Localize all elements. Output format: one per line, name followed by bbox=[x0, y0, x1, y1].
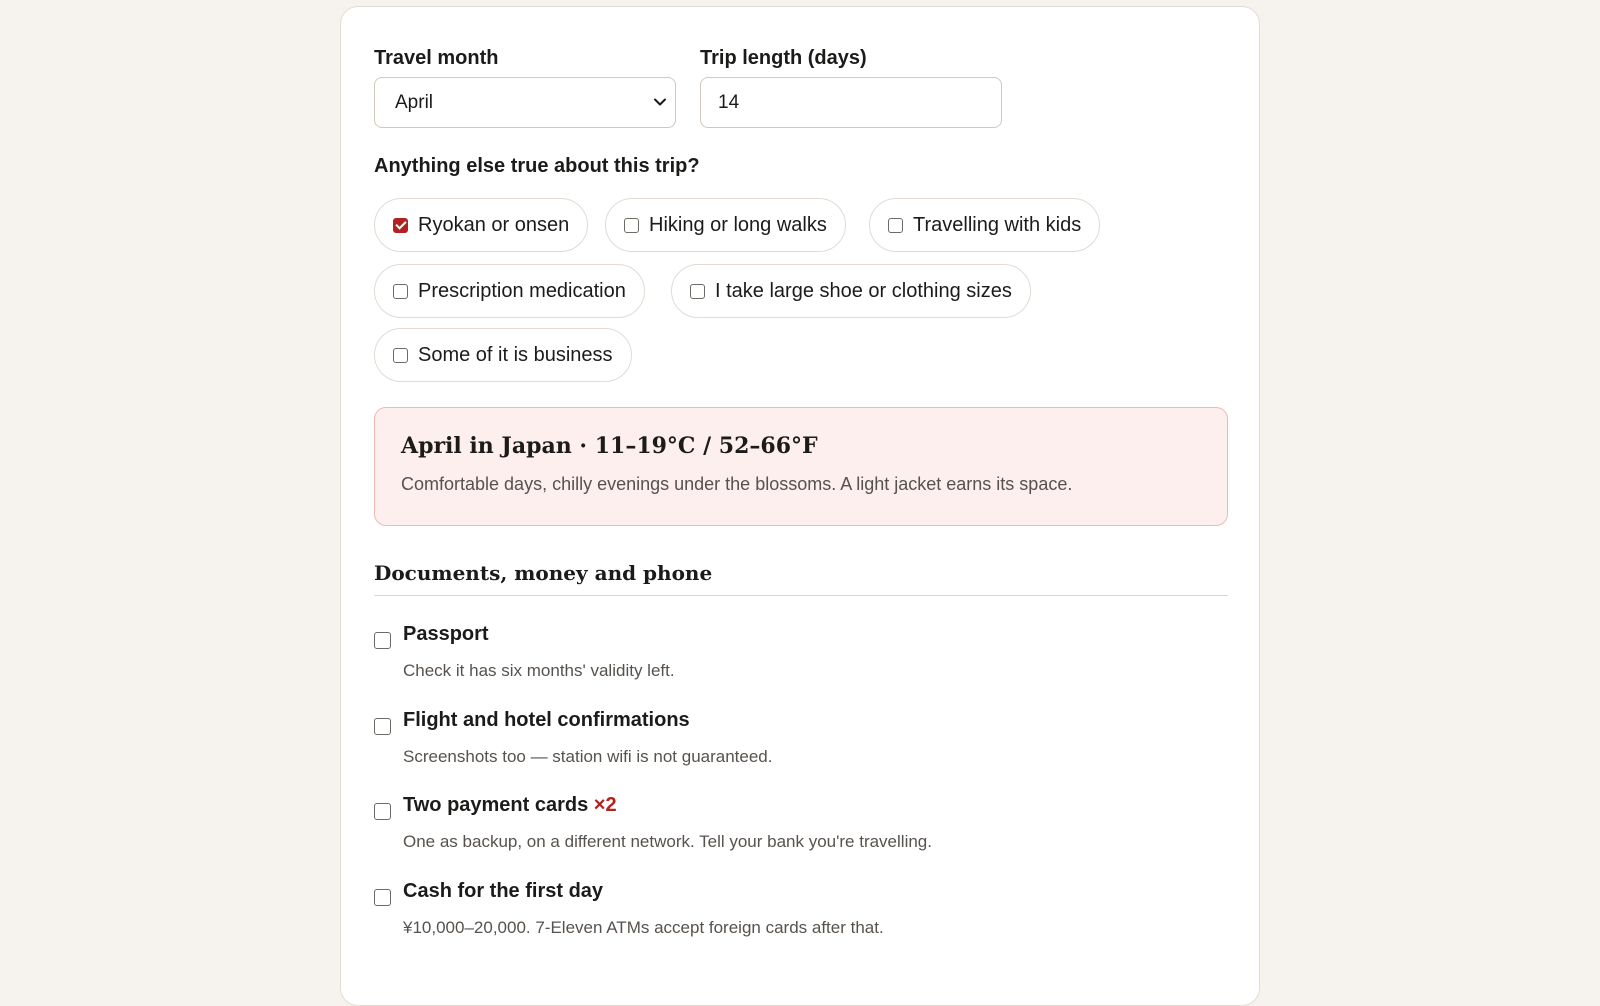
packing-card bbox=[340, 6, 1260, 1006]
weather-callout bbox=[374, 407, 1228, 526]
option-label: Prescription medication bbox=[418, 279, 626, 302]
checklist-item-checkbox[interactable] bbox=[374, 889, 391, 906]
option-label: Hiking or long walks bbox=[649, 213, 827, 236]
option-ryokan-onsen-checkbox[interactable] bbox=[393, 218, 408, 233]
checklist-item-checkbox[interactable] bbox=[374, 632, 391, 649]
travel-month-select[interactable] bbox=[374, 77, 676, 128]
option-label: Ryokan or onsen bbox=[418, 213, 570, 236]
checklist-item-title: Passport bbox=[403, 623, 489, 645]
checklist-item-note: Check it has six months' validity left. bbox=[403, 661, 675, 680]
option-large-sizes-checkbox[interactable] bbox=[690, 284, 705, 299]
trip-length-value: 14 bbox=[718, 91, 740, 113]
checklist-item-title: Two payment cards ×2 bbox=[403, 794, 617, 816]
trip-options-question: Anything else true about this trip? bbox=[374, 155, 700, 177]
trip-length-label: Trip length (days) bbox=[700, 47, 867, 69]
option-kids-checkbox[interactable] bbox=[888, 218, 903, 233]
section-divider bbox=[374, 595, 1228, 596]
checklist-item-checkbox[interactable] bbox=[374, 803, 391, 820]
option-kids[interactable] bbox=[869, 198, 1100, 252]
travel-month-value: April bbox=[395, 91, 434, 113]
chevron-down-icon bbox=[651, 93, 669, 111]
option-prescription[interactable] bbox=[374, 264, 645, 318]
weather-title: April in Japan · 11–19°C / 52–66°F bbox=[401, 433, 818, 459]
option-hiking[interactable] bbox=[605, 198, 846, 252]
weather-description: Comfortable days, chilly evenings under the blossoms. A light jacket earns its space. bbox=[401, 474, 1073, 494]
option-label: I take large shoe or clothing sizes bbox=[715, 279, 1012, 302]
checklist-item-checkbox[interactable] bbox=[374, 718, 391, 735]
section-title: Documents, money and phone bbox=[374, 561, 713, 585]
travel-month-label: Travel month bbox=[374, 47, 499, 69]
checklist-item-title: Flight and hotel confirmations bbox=[403, 709, 690, 731]
option-business[interactable] bbox=[374, 328, 632, 382]
quantity-badge: ×2 bbox=[593, 794, 617, 816]
option-label: Travelling with kids bbox=[913, 213, 1082, 236]
option-ryokan-onsen[interactable] bbox=[374, 198, 588, 252]
checklist-item-note: Screenshots too — station wifi is not guaranteed. bbox=[403, 747, 773, 766]
checklist-item-note: ¥10,000–20,000. 7-Eleven ATMs accept foreign cards after that. bbox=[403, 918, 884, 937]
option-business-checkbox[interactable] bbox=[393, 348, 408, 363]
option-large-sizes[interactable] bbox=[671, 264, 1031, 318]
option-prescription-checkbox[interactable] bbox=[393, 284, 408, 299]
option-label: Some of it is business bbox=[418, 343, 613, 366]
trip-length-input[interactable] bbox=[700, 77, 1002, 128]
option-hiking-checkbox[interactable] bbox=[624, 218, 639, 233]
checklist-item-title: Cash for the first day bbox=[403, 880, 604, 902]
checklist-item-note: One as backup, on a different network. Tell your bank you're travelling. bbox=[403, 832, 932, 851]
